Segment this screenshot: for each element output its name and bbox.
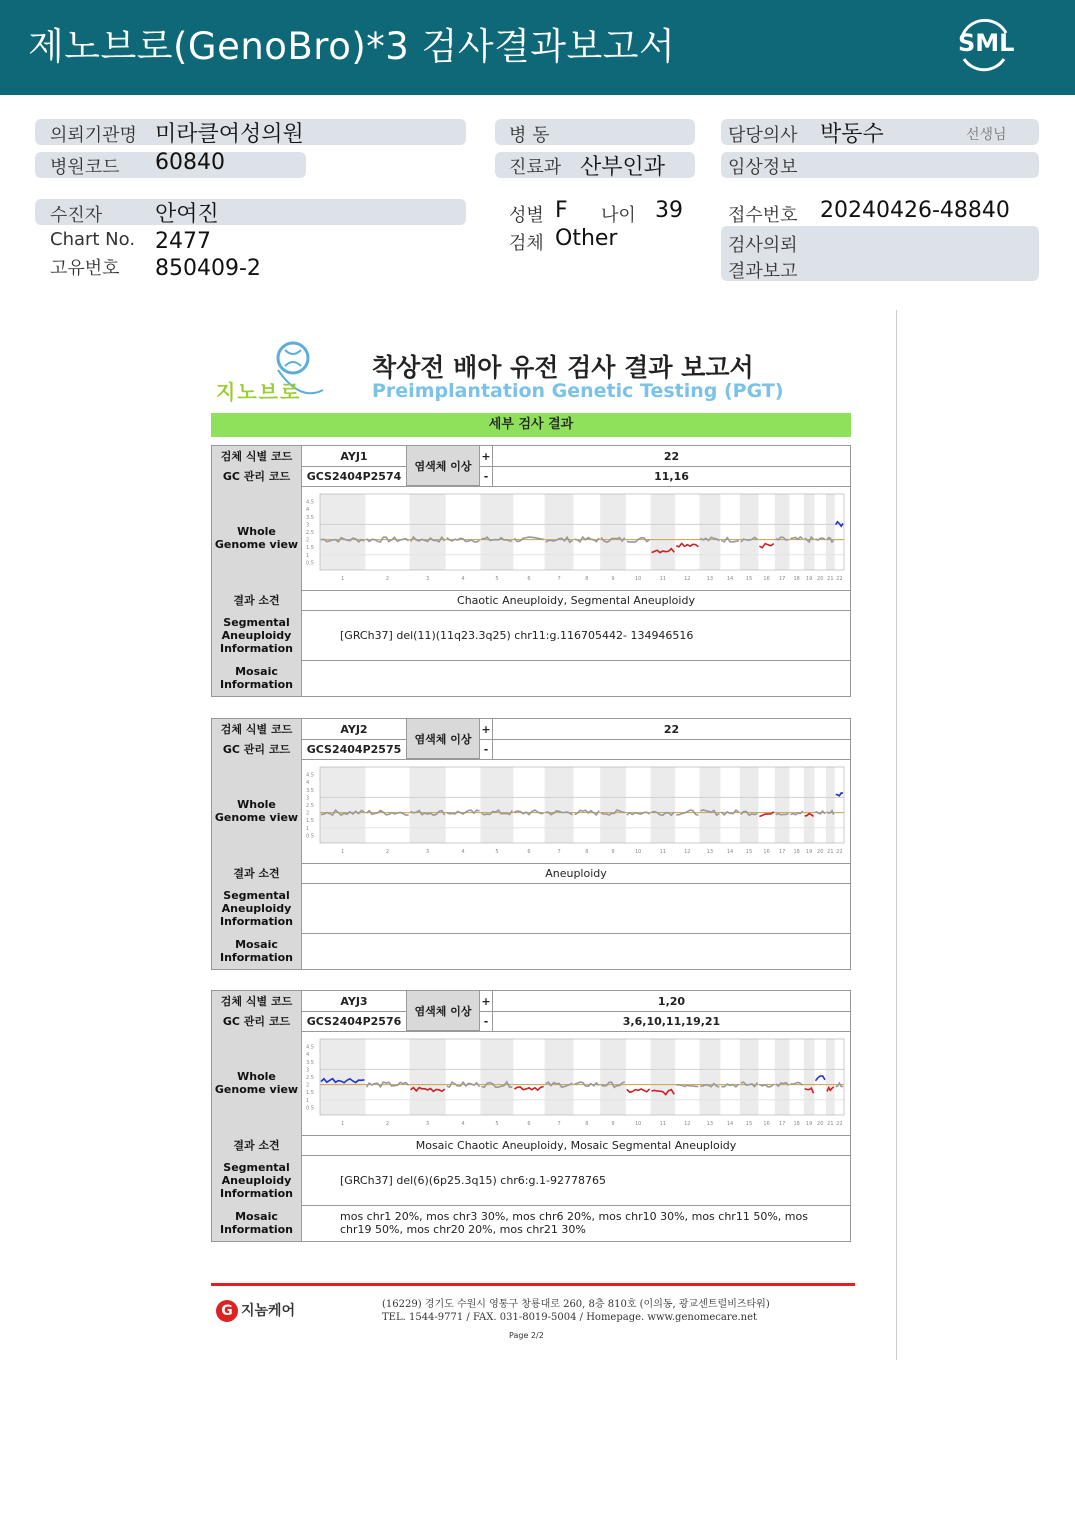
mosaic-label: Mosaic Information <box>212 933 302 969</box>
whole-genome-label: Whole Genome view <box>212 486 302 590</box>
chart-value: 2477 <box>155 229 211 254</box>
chromosome-tick-label: 7 <box>557 849 561 855</box>
y-tick-label: 1 <box>306 552 310 559</box>
whole-genome-row <box>212 486 850 591</box>
chromosome-tick-label: 2 <box>385 576 390 582</box>
gc-code-row <box>212 739 850 760</box>
gc-code-label: GC 관리 코드 <box>212 1011 302 1031</box>
footer-address: (16229) 경기도 수원시 영통구 창룡대로 260, 8층 810호 (이의동, 광교센트럴비즈타워) <box>382 1299 770 1310</box>
mosaic-label: Mosaic Information <box>212 660 302 696</box>
y-tick-label: 2.5 <box>306 1075 314 1081</box>
chromosome-tick-label: 9 <box>611 1121 615 1127</box>
segmental-row <box>212 610 850 661</box>
segmental-value <box>302 883 850 933</box>
chromosome-band <box>804 767 815 843</box>
chromosome-tick-label: 22 <box>836 576 843 582</box>
finding-row <box>212 590 850 611</box>
chromosome-tick-label: 3 <box>426 849 430 855</box>
copy-number-trace <box>627 1089 650 1092</box>
gc-code-value: GCS2404P2576 <box>302 1011 407 1031</box>
chart-label: Chart No. <box>50 229 136 250</box>
chromosome-band <box>600 767 626 843</box>
whole-genome-chart <box>304 759 850 863</box>
y-tick-label: 3.5 <box>306 787 314 794</box>
age-value: 39 <box>655 198 683 223</box>
receipt-value: 20240426-48840 <box>820 198 1010 223</box>
chromosome-tick-label: 18 <box>793 1121 800 1127</box>
finding-row <box>212 863 850 884</box>
chromosome-tick-label: 2 <box>385 849 390 855</box>
chromosome-band <box>775 1039 790 1115</box>
sample-code-value: AYJ1 <box>302 446 407 466</box>
sample-card <box>211 445 851 697</box>
y-tick-label: 1.5 <box>306 1090 314 1097</box>
minus-sign: - <box>480 739 493 759</box>
chromosome-tick-label: 22 <box>836 849 843 855</box>
y-tick-label: 4.5 <box>306 1044 314 1051</box>
y-tick-label: 4.5 <box>306 772 314 779</box>
clinical-label: 임상정보 <box>728 157 798 178</box>
chromosome-band <box>826 494 835 570</box>
chromosome-tick-label: 14 <box>726 576 734 582</box>
y-tick-label: 2.5 <box>306 530 314 536</box>
age-label: 나이 <box>601 205 636 226</box>
chromosome-band <box>740 494 759 570</box>
copy-number-trace <box>759 544 773 548</box>
copy-number-trace <box>836 793 843 796</box>
chromosome-band <box>775 494 790 570</box>
y-tick-label: 0.5 <box>306 833 314 840</box>
chromosome-band <box>740 767 759 843</box>
copy-number-trace <box>366 537 408 542</box>
chromosome-tick-label: 20 <box>817 849 824 855</box>
request-label: 검사의뢰 <box>728 235 798 256</box>
y-tick-label: 1 <box>306 1097 310 1104</box>
genomecare-logo <box>216 1300 295 1322</box>
chromosome-band <box>699 494 720 570</box>
segmental-row <box>212 1155 850 1206</box>
page-title: 제노브로(GenoBro)*3 검사결과보고서 <box>28 25 676 68</box>
chromosome-tick-label: 10 <box>635 576 642 582</box>
y-tick-label: 2.5 <box>306 803 314 809</box>
chromosome-band <box>545 767 574 843</box>
whole-genome-label: Whole Genome view <box>212 1031 302 1135</box>
chromosome-tick-label: 17 <box>778 576 786 582</box>
section-header: 세부 검사 결과 <box>211 413 851 437</box>
chromosome-tick-label: 17 <box>778 1121 786 1127</box>
plot-frame <box>320 1039 844 1115</box>
gain-value: 1,20 <box>657 994 686 1008</box>
chromosome-band <box>320 1039 365 1115</box>
gc-code-label: GC 관리 코드 <box>212 466 302 486</box>
plus-sign: + <box>480 446 493 466</box>
y-tick-label: 2 <box>306 1082 310 1089</box>
sample-code-value: AYJ2 <box>302 719 407 739</box>
y-tick-label: 3 <box>306 1067 310 1074</box>
chromosome-tick-label: 7 <box>557 1121 561 1127</box>
chromosome-tick-label: 21 <box>827 1121 834 1127</box>
copy-number-plot <box>304 1031 850 1135</box>
chromosome-tick-label: 10 <box>635 849 642 855</box>
chromosome-tick-label: 4 <box>461 576 465 582</box>
sample-code-row <box>212 991 850 1012</box>
copy-number-trace <box>447 810 480 814</box>
whole-genome-row <box>212 1031 850 1136</box>
sample-code-row <box>212 719 850 740</box>
specimen-label: 검체 <box>509 233 544 254</box>
report-subtitle: Preimplantation Genetic Testing (PGT) <box>372 380 784 402</box>
plot-frame <box>320 494 844 570</box>
mosaic-label: Mosaic Information <box>212 1205 302 1241</box>
y-tick-label: 3.5 <box>306 514 314 521</box>
finding-label: 결과 소견 <box>212 1135 302 1155</box>
chromosome-tick-label: 11 <box>659 849 667 855</box>
sex-label: 성별 <box>509 205 544 226</box>
sample-code-label: 검체 식별 코드 <box>212 446 302 466</box>
sample-code-label: 검체 식별 코드 <box>212 719 302 739</box>
footer-contact: TEL. 1544-9771 / FAX. 031-8019-5004 / Homepage. www.genomecare.net <box>382 1312 758 1323</box>
y-tick-label: 3 <box>306 795 310 802</box>
mosaic-value <box>302 660 850 696</box>
chromosome-tick-label: 3 <box>426 576 430 582</box>
y-tick-label: 4.5 <box>306 499 314 506</box>
segmental-label: Segmental Aneuploidy Information <box>212 883 302 933</box>
chromosome-tick-label: 4 <box>461 1121 465 1127</box>
chromosome-tick-label: 11 <box>659 576 667 582</box>
chromosome-tick-label: 10 <box>635 1121 642 1127</box>
y-tick-label: 1 <box>306 825 310 832</box>
copy-number-trace <box>676 544 698 547</box>
chromosome-tick-label: 11 <box>659 1121 667 1127</box>
footer-divider <box>211 1283 855 1286</box>
mosaic-value <box>302 933 850 969</box>
minus-sign: - <box>480 1011 493 1031</box>
y-tick-label: 4 <box>306 1052 310 1059</box>
genomecare-name: 지놈케어 <box>241 1303 296 1319</box>
chromosome-tick-label: 5 <box>495 576 499 582</box>
copy-number-trace <box>514 1087 543 1091</box>
chromosome-tick-label: 16 <box>763 576 770 582</box>
chromosome-tick-label: 1 <box>341 849 345 855</box>
chromosome-band <box>651 1039 676 1115</box>
abnormal-label: 염색체 이상 <box>407 446 480 486</box>
copy-number-plot <box>304 759 850 863</box>
sml-logo-text: SML <box>958 29 1015 57</box>
loss-value: 11,16 <box>654 469 689 483</box>
chromosome-tick-label: 1 <box>341 576 345 582</box>
chromosome-tick-label: 6 <box>527 1121 531 1127</box>
abnormal-label: 염색체 이상 <box>407 719 480 759</box>
header-bar <box>0 0 1075 95</box>
chromosome-band <box>600 494 626 570</box>
chromosome-band <box>320 494 365 570</box>
specimen-value: Other <box>555 226 618 251</box>
chromosome-tick-label: 9 <box>611 849 615 855</box>
chromosome-band <box>480 1039 513 1115</box>
doctor-suffix: 선생님 <box>966 127 1007 143</box>
copy-number-trace <box>816 1076 826 1081</box>
mosaic-row <box>212 1205 850 1241</box>
finding-row <box>212 1135 850 1156</box>
mosaic-row <box>212 933 850 969</box>
chromosome-tick-label: 17 <box>778 849 786 855</box>
chromosome-tick-label: 20 <box>817 1121 824 1127</box>
y-tick-label: 1.5 <box>306 545 314 552</box>
finding-value: Mosaic Chaotic Aneuploidy, Mosaic Segmental Aneuploidy <box>415 1138 737 1152</box>
chromosome-tick-label: 1 <box>341 1121 345 1127</box>
copy-number-plot <box>304 486 850 590</box>
sample-code-row <box>212 446 850 467</box>
chromosome-tick-label: 18 <box>793 849 800 855</box>
chromosome-band <box>699 1039 720 1115</box>
chromosome-tick-label: 13 <box>706 1121 714 1127</box>
gc-code-label: GC 관리 코드 <box>212 739 302 759</box>
chromosome-band <box>740 1039 759 1115</box>
sml-logo <box>954 15 1014 75</box>
footer-page: Page 2/2 <box>509 1331 544 1340</box>
genobro-logo-text: 지노브로 <box>216 380 302 404</box>
chromosome-band <box>775 767 790 843</box>
finding-label: 결과 소견 <box>212 863 302 883</box>
finding-value: Chaotic Aneuploidy, Segmental Aneuploidy <box>457 593 695 607</box>
loss-value: 3,6,10,11,19,21 <box>622 1014 721 1028</box>
gain-value: 22 <box>663 449 680 463</box>
chromosome-tick-label: 5 <box>495 1121 499 1127</box>
finding-value: Aneuploidy <box>545 866 607 880</box>
chromosome-tick-label: 2 <box>385 1121 390 1127</box>
plot-frame <box>320 767 844 843</box>
chromosome-band <box>804 1039 815 1115</box>
abnormal-label: 염색체 이상 <box>407 991 480 1031</box>
chromosome-tick-label: 8 <box>585 849 589 855</box>
chromosome-band <box>480 767 513 843</box>
gc-code-value: GCS2404P2575 <box>302 739 407 759</box>
gc-code-value: GCS2404P2574 <box>302 466 407 486</box>
chromosome-tick-label: 15 <box>745 576 753 582</box>
chromosome-tick-label: 12 <box>684 576 691 582</box>
report-title: 착상전 배아 유전 검사 결과 보고서 <box>372 353 754 382</box>
chromosome-band <box>600 1039 626 1115</box>
segmental-row <box>212 883 850 934</box>
mosaic-row <box>212 660 850 696</box>
chromosome-tick-label: 13 <box>706 576 714 582</box>
chromosome-tick-label: 9 <box>611 576 615 582</box>
chromosome-tick-label: 7 <box>557 576 561 582</box>
chromosome-tick-label: 15 <box>745 1121 753 1127</box>
minus-sign: - <box>480 466 493 486</box>
chromosome-band <box>826 1039 835 1115</box>
chromosome-tick-label: 18 <box>793 576 800 582</box>
sample-code-value: AYJ3 <box>302 991 407 1011</box>
chromosome-band <box>651 494 676 570</box>
chromosome-band <box>804 494 815 570</box>
genomecare-g-icon: G <box>216 1300 238 1322</box>
chromosome-tick-label: 16 <box>763 1121 770 1127</box>
institution-value: 미라클여성의원 <box>155 122 304 147</box>
copy-number-trace <box>791 537 803 539</box>
segmental-label: Segmental Aneuploidy Information <box>212 610 302 660</box>
plus-sign: + <box>480 991 493 1011</box>
chromosome-tick-label: 6 <box>527 849 531 855</box>
chromosome-tick-label: 5 <box>495 849 499 855</box>
y-tick-label: 4 <box>306 507 310 514</box>
uid-label: 고유번호 <box>50 258 120 279</box>
gain-value: 22 <box>663 722 680 736</box>
chromosome-band <box>410 767 446 843</box>
receipt-label: 접수번호 <box>728 205 798 226</box>
chromosome-tick-label: 21 <box>827 849 834 855</box>
copy-number-trace <box>836 522 843 526</box>
chromosome-band <box>410 1039 446 1115</box>
doctor-value: 박동수 <box>820 122 884 147</box>
chromosome-tick-label: 22 <box>836 1121 843 1127</box>
chromosome-band <box>826 767 835 843</box>
chromosome-tick-label: 8 <box>585 576 589 582</box>
chromosome-tick-label: 19 <box>805 1121 813 1127</box>
y-tick-label: 2 <box>306 537 310 544</box>
chromosome-band <box>545 1039 574 1115</box>
hospital-code-label: 병원코드 <box>50 157 120 178</box>
institution-label: 의뢰기관명 <box>50 125 137 146</box>
sample-card <box>211 990 851 1242</box>
uid-value: 850409-2 <box>155 256 261 281</box>
chromosome-tick-label: 3 <box>426 1121 430 1127</box>
dept-value: 산부인과 <box>580 155 666 180</box>
chromosome-tick-label: 14 <box>726 849 734 855</box>
whole-genome-row <box>212 759 850 864</box>
mosaic-value: mos chr1 20%, mos chr3 30%, mos chr6 20%, mos chr10 30%, mos chr11 50%, mos chr19 50%, mos chr20 20%, mos chr21 30% <box>340 1210 808 1236</box>
hospital-code-value: 60840 <box>155 150 225 175</box>
chromosome-tick-label: 15 <box>745 849 753 855</box>
gc-code-row <box>212 1011 850 1032</box>
whole-genome-label: Whole Genome view <box>212 759 302 863</box>
chromosome-tick-label: 4 <box>461 849 465 855</box>
gc-code-row <box>212 466 850 487</box>
sample-card <box>211 718 851 970</box>
footer-address-block <box>382 1298 770 1324</box>
chromosome-tick-label: 8 <box>585 1121 589 1127</box>
chromosome-tick-label: 12 <box>684 849 691 855</box>
loss-value <box>493 739 850 759</box>
chromosome-band <box>480 494 513 570</box>
chromosome-tick-label: 19 <box>805 849 813 855</box>
chromosome-tick-label: 14 <box>726 1121 734 1127</box>
name-value: 안여진 <box>155 202 219 227</box>
chromosome-tick-label: 16 <box>763 849 770 855</box>
chromosome-tick-label: 13 <box>706 849 714 855</box>
y-tick-label: 0.5 <box>306 560 314 567</box>
whole-genome-chart <box>304 1031 850 1135</box>
chromosome-tick-label: 19 <box>805 576 813 582</box>
chromosome-tick-label: 6 <box>527 576 531 582</box>
segmental-value: [GRCh37] del(6)(6p25.3q15) chr6:g.1-92778765 <box>340 1173 606 1187</box>
doctor-label: 담당의사 <box>728 125 798 146</box>
y-tick-label: 1.5 <box>306 818 314 825</box>
y-tick-label: 3.5 <box>306 1059 314 1066</box>
chromosome-band <box>545 494 574 570</box>
y-tick-label: 0.5 <box>306 1105 314 1112</box>
chromosome-band <box>651 767 676 843</box>
chromosome-band <box>699 767 720 843</box>
y-tick-label: 4 <box>306 780 310 787</box>
y-tick-label: 3 <box>306 522 310 529</box>
sample-code-label: 검체 식별 코드 <box>212 991 302 1011</box>
chromosome-tick-label: 12 <box>684 1121 691 1127</box>
finding-label: 결과 소견 <box>212 590 302 610</box>
y-tick-label: 2 <box>306 810 310 817</box>
chromosome-band <box>320 767 365 843</box>
report-label: 결과보고 <box>728 261 798 282</box>
name-label: 수진자 <box>50 205 103 226</box>
chromosome-tick-label: 21 <box>827 576 834 582</box>
chromosome-tick-label: 20 <box>817 576 824 582</box>
chromosome-band <box>410 494 446 570</box>
plus-sign: + <box>480 719 493 739</box>
segmental-value: [GRCh37] del(11)(11q23.3q25) chr11:g.116705442- 134946516 <box>340 628 694 642</box>
segmental-label: Segmental Aneuploidy Information <box>212 1155 302 1205</box>
ward-label: 병 동 <box>509 125 550 146</box>
whole-genome-chart <box>304 486 850 590</box>
sex-value: F <box>555 198 568 223</box>
dept-label: 진료과 <box>509 157 562 178</box>
